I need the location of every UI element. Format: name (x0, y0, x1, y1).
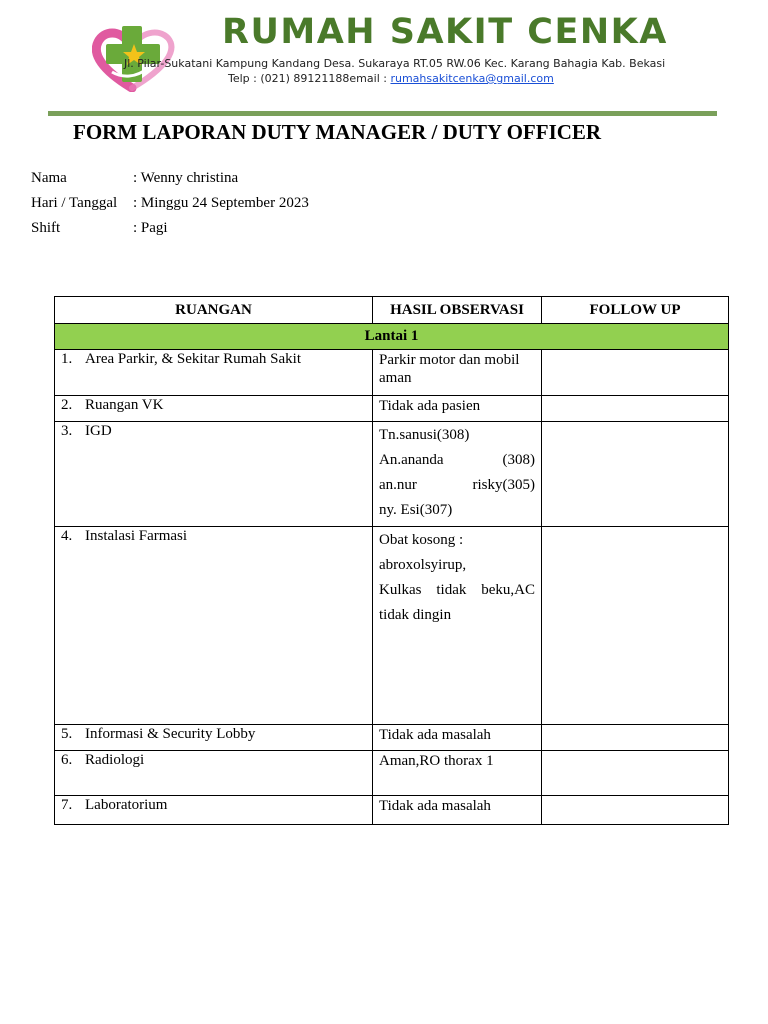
follow-up-cell (542, 527, 729, 725)
info-label: Hari / Tanggal (31, 195, 118, 211)
email-link[interactable]: rumahsakitcenka@gmail.com (390, 72, 554, 85)
header-hasil-observasi: HASIL OBSERVASI (373, 297, 542, 324)
observation-line: Obat kosong : (379, 532, 464, 548)
observation-line: Parkir motor dan mobil (379, 352, 520, 368)
observation-line: Tn.sanusi(308) (379, 427, 470, 443)
observation-cell (373, 751, 542, 796)
observation-cell (373, 396, 542, 422)
hospital-address: Jl. Pilar-Sukatani Kampung Kandang Desa. Sukaraya RT.05 RW.06 Kec. Karang Bahagia Kab. Bekasi (124, 57, 666, 70)
row-number: 7. (61, 797, 73, 813)
info-row-shift (31, 220, 168, 237)
room-cell (55, 396, 373, 422)
observation-line: aman (379, 370, 412, 386)
room-name: Radiologi (85, 752, 145, 768)
row-number: 5. (61, 726, 73, 742)
info-row-nama (31, 170, 238, 187)
observation-line: abroxolsyirup, (379, 557, 467, 573)
header-divider (48, 111, 717, 116)
observation-table (54, 296, 729, 825)
follow-up-cell (542, 751, 729, 796)
table-row (55, 796, 729, 825)
row-number: 3. (61, 423, 73, 439)
info-value: : Pagi (133, 220, 168, 236)
table-row (55, 350, 729, 396)
room-cell (55, 751, 373, 796)
info-label: Shift (31, 220, 61, 236)
hospital-contact (228, 72, 554, 85)
table-row (55, 396, 729, 422)
header-ruangan: RUANGAN (55, 297, 373, 324)
row-number: 1. (61, 351, 73, 367)
table-row (55, 751, 729, 796)
observation-cell (373, 527, 542, 725)
phone-text: Telp : (021) 89121188email : (228, 72, 391, 85)
table-row (55, 725, 729, 751)
follow-up-cell (542, 396, 729, 422)
room-cell (55, 725, 373, 751)
table-row (55, 527, 729, 725)
observation-line: An.ananda (308) (379, 452, 535, 468)
info-label: Nama (31, 170, 67, 186)
room-name: IGD (85, 423, 112, 439)
observation-cell (373, 796, 542, 825)
room-cell (55, 796, 373, 825)
observation-line: Tidak ada masalah (379, 727, 491, 743)
follow-up-cell (542, 350, 729, 396)
follow-up-cell (542, 725, 729, 751)
observation-line: Aman,RO thorax 1 (379, 753, 494, 769)
follow-up-cell (542, 422, 729, 527)
room-cell (55, 350, 373, 396)
row-number: 4. (61, 528, 73, 544)
room-name: Instalasi Farmasi (85, 528, 188, 544)
observation-line: Tidak ada pasien (379, 398, 481, 414)
floor-row (55, 324, 729, 350)
table-row (55, 422, 729, 527)
observation-cell (373, 350, 542, 396)
row-number: 2. (61, 397, 73, 413)
follow-up-cell (542, 796, 729, 825)
room-cell (55, 527, 373, 725)
observation-line: an.nur risky(305) (379, 477, 535, 493)
observation-line: Tidak ada masalah (379, 798, 491, 814)
observation-cell (373, 422, 542, 527)
observation-line: Kulkas tidak beku,AC (379, 582, 535, 598)
info-value: : Minggu 24 September 2023 (133, 195, 309, 211)
room-name: Laboratorium (85, 797, 168, 813)
room-name: Informasi & Security Lobby (85, 726, 256, 742)
info-value: : Wenny christina (133, 170, 239, 186)
info-row-tanggal (31, 195, 309, 212)
table-header-row (55, 297, 729, 324)
room-name: Ruangan VK (85, 397, 164, 413)
header-follow-up: FOLLOW UP (542, 297, 729, 324)
observation-line: ny. Esi(307) (379, 502, 453, 518)
hospital-name: RUMAH SAKIT CENKA (222, 12, 668, 52)
form-title: FORM LAPORAN DUTY MANAGER / DUTY OFFICER (73, 120, 602, 144)
row-number: 6. (61, 752, 73, 768)
observation-line: tidak dingin (379, 607, 452, 623)
observation-cell (373, 725, 542, 751)
room-name: Area Parkir, & Sekitar Rumah Sakit (85, 351, 302, 367)
room-cell (55, 422, 373, 527)
floor-label: Lantai 1 (55, 324, 729, 350)
